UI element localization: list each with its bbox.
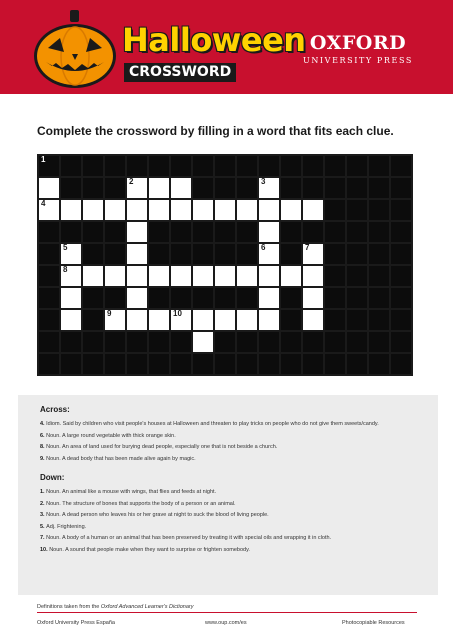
crossword-cell[interactable] (214, 265, 236, 287)
footer-publisher: Oxford University Press España (37, 620, 115, 626)
crossword-block (280, 177, 302, 199)
clue-number-label: 8. (40, 444, 47, 451)
crossword-cell[interactable] (148, 177, 170, 199)
crossword-block (258, 155, 280, 177)
crossword-block (104, 177, 126, 199)
crossword-block (324, 287, 346, 309)
crossword-block (82, 243, 104, 265)
crossword-cell[interactable] (126, 265, 148, 287)
instruction-text: Complete the crossword by filling in a word that fits each clue. (37, 124, 394, 138)
crossword-block (324, 177, 346, 199)
crossword-cell[interactable] (60, 309, 82, 331)
jack-o-lantern-icon (32, 8, 118, 90)
crossword-block (38, 265, 60, 287)
crossword-cell[interactable] (258, 309, 280, 331)
crossword-block (170, 331, 192, 353)
crossword-block (280, 309, 302, 331)
crossword-block (104, 221, 126, 243)
crossword-cell[interactable] (302, 199, 324, 221)
crossword-block (346, 353, 368, 375)
crossword-block (38, 331, 60, 353)
crossword-block (170, 287, 192, 309)
crossword-block (214, 287, 236, 309)
crossword-block (192, 287, 214, 309)
crossword-title: Halloween (122, 21, 306, 59)
clue-number-label: 6. (40, 432, 47, 439)
crossword-block (368, 155, 390, 177)
crossword-cell[interactable] (60, 287, 82, 309)
clue-text: Idiom. Said by children who visit people's houses at Halloween and threaten to play tricks on people who do not give them sweets/candy. (46, 421, 379, 427)
clue-item (40, 488, 430, 497)
crossword-block (104, 155, 126, 177)
crossword-block (82, 353, 104, 375)
definitions-credit (37, 604, 193, 610)
crossword-block (192, 177, 214, 199)
crossword-block (38, 309, 60, 331)
clue-number: 1 (41, 155, 46, 164)
crossword-block (324, 199, 346, 221)
crossword-block (302, 177, 324, 199)
crossword-block (324, 331, 346, 353)
crossword-block (214, 221, 236, 243)
crossword-block (236, 221, 258, 243)
crossword-block (170, 243, 192, 265)
crossword-cell[interactable] (38, 177, 60, 199)
clue-number: 9 (107, 309, 112, 318)
crossword-block (104, 287, 126, 309)
footer-resources: Photocopiable Resources (342, 620, 405, 626)
crossword-block (148, 287, 170, 309)
crossword-block (82, 287, 104, 309)
crossword-cell[interactable] (126, 287, 148, 309)
crossword-cell[interactable] (192, 265, 214, 287)
crossword-block (60, 353, 82, 375)
clue-text: Noun. A large round vegetable with thick orange skin. (46, 432, 176, 439)
crossword-block (368, 353, 390, 375)
crossword-cell[interactable] (60, 243, 82, 265)
crossword-cell[interactable] (258, 243, 280, 265)
clue-item (40, 455, 430, 464)
clue-number: 8 (63, 265, 68, 274)
clue-item (40, 523, 430, 532)
crossword-cell[interactable] (236, 199, 258, 221)
oxford-logo (303, 34, 413, 65)
down-clue-list (40, 488, 430, 554)
crossword-cell[interactable] (302, 243, 324, 265)
crossword-block (192, 221, 214, 243)
crossword-block (60, 331, 82, 353)
crossword-block (368, 177, 390, 199)
crossword-cell[interactable] (192, 309, 214, 331)
crossword-block (324, 155, 346, 177)
crossword-block (214, 155, 236, 177)
crossword-block (60, 155, 82, 177)
crossword-block (192, 155, 214, 177)
crossword-block (368, 221, 390, 243)
crossword-block (192, 243, 214, 265)
crossword-block (38, 155, 60, 177)
crossword-block (148, 353, 170, 375)
crossword-block (368, 243, 390, 265)
crossword-block (390, 221, 412, 243)
crossword-cell[interactable] (192, 331, 214, 353)
crossword-cell[interactable] (302, 287, 324, 309)
crossword-cell[interactable] (170, 265, 192, 287)
crossword-block (126, 155, 148, 177)
publisher-subname: UNIVERSITY PRESS (302, 56, 413, 65)
crossword-block (346, 309, 368, 331)
definitions-prefix: Definitions taken from the (37, 604, 101, 610)
clue-item (40, 443, 430, 452)
crossword-block (324, 353, 346, 375)
clue-number: 2 (129, 177, 134, 186)
crossword-block (170, 353, 192, 375)
crossword-block (170, 155, 192, 177)
crossword-block (280, 287, 302, 309)
crossword-block (60, 177, 82, 199)
crossword-cell[interactable] (148, 199, 170, 221)
clue-item (40, 546, 430, 555)
crossword-block (280, 243, 302, 265)
crossword-block (82, 309, 104, 331)
crossword-cell[interactable] (126, 177, 148, 199)
clue-number: 10 (173, 309, 182, 318)
crossword-cell[interactable] (236, 265, 258, 287)
crossword-block (302, 221, 324, 243)
crossword-cell[interactable] (126, 221, 148, 243)
clue-number-label: 10. (40, 546, 50, 553)
clue-item (40, 432, 430, 441)
crossword-block (104, 243, 126, 265)
crossword-cell[interactable] (60, 265, 82, 287)
crossword-block (38, 221, 60, 243)
clue-text: Adj. Frightening. (46, 523, 87, 530)
crossword-block (390, 265, 412, 287)
across-heading: Across: (40, 405, 70, 414)
crossword-cell[interactable] (214, 309, 236, 331)
crossword-block (346, 287, 368, 309)
crossword-block (368, 309, 390, 331)
crossword-block (346, 243, 368, 265)
clue-number: 3 (261, 177, 266, 186)
crossword-block (82, 221, 104, 243)
crossword-block (368, 331, 390, 353)
crossword-cell[interactable] (302, 265, 324, 287)
clue-text: Noun. A dead person who leaves his or her grave at night to suck the blood of living people. (46, 512, 269, 519)
clue-number: 6 (261, 243, 266, 252)
crossword-block (346, 331, 368, 353)
crossword-block (82, 177, 104, 199)
crossword-cell[interactable] (126, 199, 148, 221)
crossword-block (390, 287, 412, 309)
crossword-block (82, 331, 104, 353)
crossword-block (82, 155, 104, 177)
crossword-cell[interactable] (170, 199, 192, 221)
crossword-block (236, 177, 258, 199)
clue-text: Noun. A dead body that has been made alive again by magic. (46, 455, 196, 462)
clue-number: 7 (305, 243, 310, 252)
crossword-block (346, 221, 368, 243)
crossword-block (390, 243, 412, 265)
footer-divider (37, 612, 417, 613)
crossword-block (346, 155, 368, 177)
across-clue-list (40, 420, 430, 463)
crossword-block (104, 331, 126, 353)
crossword-block (390, 353, 412, 375)
crossword-block (126, 353, 148, 375)
crossword-cell[interactable] (170, 177, 192, 199)
crossword-cell[interactable] (126, 243, 148, 265)
crossword-block (236, 155, 258, 177)
crossword-block (148, 221, 170, 243)
clue-number-label: 1. (40, 489, 47, 496)
clue-item (40, 420, 430, 429)
crossword-block (38, 287, 60, 309)
publisher-name: OXFORD (309, 32, 407, 54)
crossword-block (346, 177, 368, 199)
crossword-block (390, 309, 412, 331)
crossword-cell[interactable] (302, 309, 324, 331)
crossword-block (104, 353, 126, 375)
clue-number: 5 (63, 243, 68, 252)
crossword-grid (37, 154, 413, 376)
clue-number: 4 (41, 199, 46, 208)
crossword-block (280, 353, 302, 375)
clue-text: Noun. A body of a human or an animal that has been preserved by treating it with special oils and wrapping it in cloth. (46, 535, 332, 542)
crossword-subtitle: CROSSWORD (124, 63, 236, 82)
crossword-block (368, 199, 390, 221)
crossword-block (236, 353, 258, 375)
clue-text: Noun. An animal like a mouse with wings, that flies and feeds at night. (46, 489, 217, 496)
crossword-cell[interactable] (38, 199, 60, 221)
crossword-block (324, 221, 346, 243)
crossword-block (214, 177, 236, 199)
crossword-cell[interactable] (104, 199, 126, 221)
crossword-block (214, 243, 236, 265)
crossword-block (38, 353, 60, 375)
crossword-block (390, 199, 412, 221)
crossword-cell[interactable] (82, 265, 104, 287)
crossword-block (170, 221, 192, 243)
crossword-cell[interactable] (192, 199, 214, 221)
clue-text: Noun. The structure of bones that supports the body of a person or an animal. (46, 500, 236, 507)
crossword-block (324, 309, 346, 331)
crossword-block (390, 331, 412, 353)
clue-text: Noun. An area of land used for burying dead people, especially one that is not beside a church. (46, 444, 278, 451)
clue-item (40, 511, 430, 520)
crossword-block (148, 155, 170, 177)
crossword-block (280, 221, 302, 243)
crossword-cell[interactable] (280, 199, 302, 221)
crossword-cell[interactable] (82, 199, 104, 221)
crossword-cell[interactable] (214, 199, 236, 221)
clue-number-label: 3. (40, 512, 47, 519)
crossword-cell[interactable] (280, 265, 302, 287)
header-banner (0, 0, 453, 94)
crossword-block (368, 265, 390, 287)
clue-item (40, 534, 430, 543)
crossword-block (236, 331, 258, 353)
crossword-block (192, 353, 214, 375)
clue-number-label: 9. (40, 455, 47, 462)
crossword-block (126, 331, 148, 353)
crossword-block (346, 199, 368, 221)
crossword-block (148, 331, 170, 353)
crossword-cell[interactable] (258, 221, 280, 243)
crossword-block (236, 287, 258, 309)
crossword-block (60, 221, 82, 243)
crossword-block (302, 331, 324, 353)
crossword-block (390, 155, 412, 177)
crossword-block (258, 331, 280, 353)
clue-item (40, 500, 430, 509)
crossword-block (148, 243, 170, 265)
clue-number-label: 7. (40, 535, 47, 542)
crossword-block (38, 243, 60, 265)
crossword-cell[interactable] (60, 199, 82, 221)
crossword-cell[interactable] (258, 177, 280, 199)
crossword-block (324, 243, 346, 265)
crossword-block (214, 353, 236, 375)
clue-number-label: 4. (40, 421, 47, 427)
crossword-block (258, 353, 280, 375)
crossword-block (236, 243, 258, 265)
crossword-cell[interactable] (104, 309, 126, 331)
crossword-cell[interactable] (258, 287, 280, 309)
crossword-block (302, 155, 324, 177)
crossword-block (390, 177, 412, 199)
down-heading: Down: (40, 473, 65, 483)
clues-panel (18, 395, 438, 595)
crossword-cell[interactable] (170, 309, 192, 331)
crossword-cell[interactable] (126, 309, 148, 331)
dictionary-name: Oxford Advanced Learner's Dictionary (100, 604, 194, 610)
crossword-cell[interactable] (148, 309, 170, 331)
clue-number-label: 2. (40, 500, 47, 507)
crossword-block (280, 331, 302, 353)
crossword-block (324, 265, 346, 287)
crossword-cell[interactable] (258, 199, 280, 221)
crossword-block (368, 287, 390, 309)
crossword-cell[interactable] (236, 309, 258, 331)
footer-website[interactable]: www.oup.com/es (205, 620, 247, 626)
crossword-block (214, 331, 236, 353)
clue-text: Noun. A sound that people make when they want to surprise or frighten somebody. (49, 546, 250, 553)
crossword-block (302, 353, 324, 375)
crossword-block (346, 265, 368, 287)
crossword-block (280, 155, 302, 177)
crossword-cell[interactable] (148, 265, 170, 287)
crossword-cell[interactable] (104, 265, 126, 287)
clue-number-label: 5. (40, 523, 47, 530)
crossword-cell[interactable] (258, 265, 280, 287)
